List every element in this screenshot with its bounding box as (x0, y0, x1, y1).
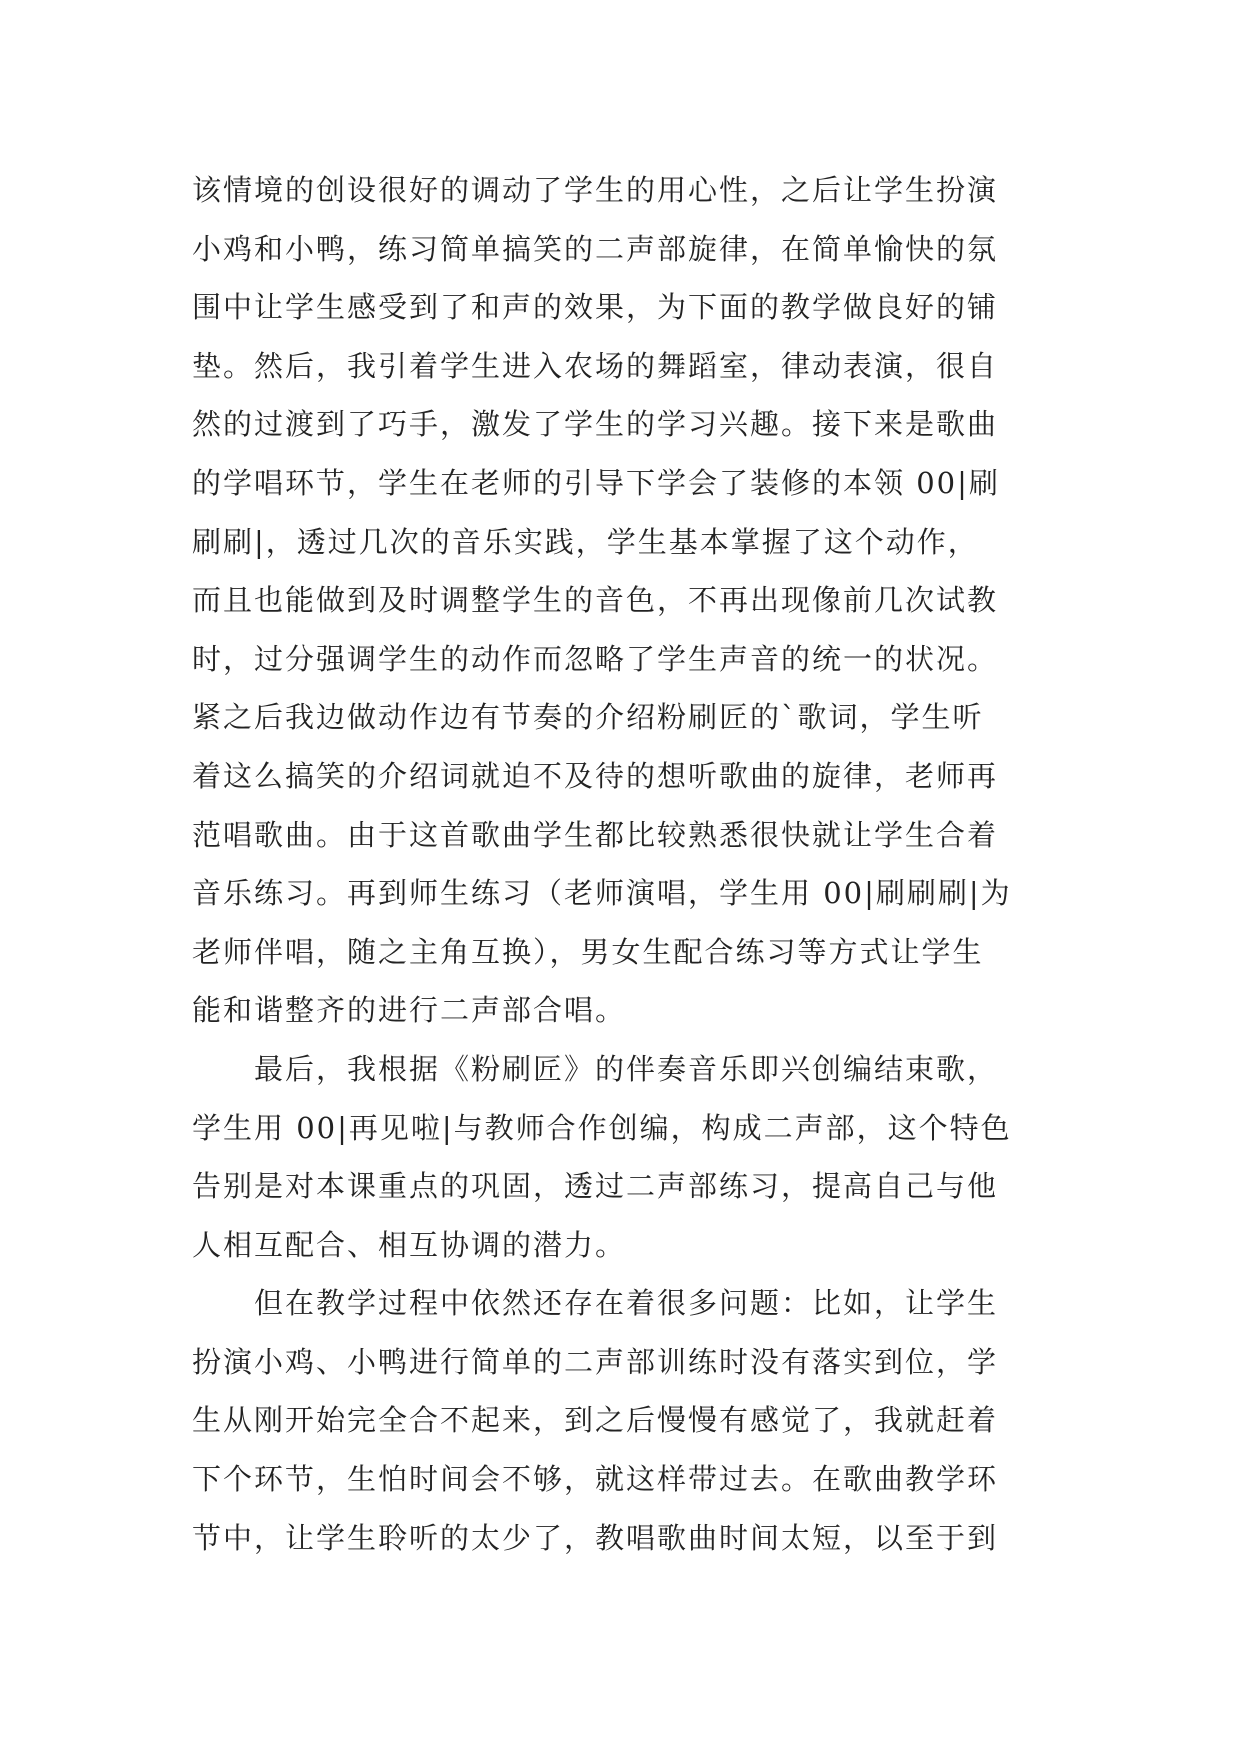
text-line: 人相互配合、相互协调的潜力。 (192, 1227, 627, 1262)
text-line: 着这么搞笑的介绍词就迫不及待的想听歌曲的旋律，老师再 (192, 758, 999, 793)
text-line: 节中，让学生聆听的太少了，教唱歌曲时间太短，以至于到 (192, 1520, 999, 1555)
text-line: 下个环节，生怕时间会不够，就这样带过去。在歌曲教学环 (192, 1462, 999, 1497)
text-line: 能和谐整齐的进行二声部合唱。 (192, 993, 627, 1028)
text-line: 学生用 00|再见啦|与教师合作创编，构成二声部，这个特色 (192, 1110, 1012, 1145)
text-line: 但在教学过程中依然还存在着很多问题：比如，让学生 (192, 1286, 999, 1321)
text-line: 的学唱环节，学生在老师的引导下学会了装修的本领 00|刷 (192, 465, 1000, 500)
text-line: 生从刚开始完全合不起来，到之后慢慢有感觉了，我就赶着 (192, 1403, 999, 1438)
text-line: 时，过分强调学生的动作而忽略了学生声音的统一的状况。 (192, 641, 999, 676)
text-line: 该情境的创设很好的调动了学生的用心性，之后让学生扮演 (192, 173, 999, 207)
text-line: 范唱歌曲。由于这首歌曲学生都比较熟悉很快就让学生合着 (192, 817, 999, 852)
text-line: 紧之后我边做动作边有节奏的介绍粉刷匠的`歌词，学生听 (192, 700, 984, 735)
text-line: 最后，我根据《粉刷匠》的伴奏音乐即兴创编结束歌， (192, 1051, 999, 1086)
text-line: 而且也能做到及时调整学生的音色，不再出现像前几次试教 (192, 583, 999, 618)
text-line: 垫。然后，我引着学生进入农场的舞蹈室，律动表演，很自 (192, 348, 999, 383)
text-line: 围中让学生感受到了和声的效果，为下面的教学做良好的铺 (192, 290, 999, 325)
text-line: 老师伴唱，随之主角互换），男女生配合练习等方式让学生 (192, 934, 984, 969)
text-line: 刷刷|，透过几次的音乐实践，学生基本掌握了这个动作， (192, 524, 979, 559)
text-line: 小鸡和小鸭，练习简单搞笑的二声部旋律，在简单愉快的氛 (192, 231, 999, 266)
text-line: 然的过渡到了巧手，激发了学生的学习兴趣。接下来是歌曲 (192, 407, 999, 442)
text-line: 音乐练习。再到师生练习（老师演唱，学生用 00|刷刷刷|为 (192, 876, 1012, 911)
text-line: 扮演小鸡、小鸭进行简单的二声部训练时没有落实到位，学 (192, 1344, 999, 1379)
text-line: 告别是对本课重点的巩固，透过二声部练习，提高自己与他 (192, 1169, 999, 1204)
body-text (192, 161, 1072, 1567)
